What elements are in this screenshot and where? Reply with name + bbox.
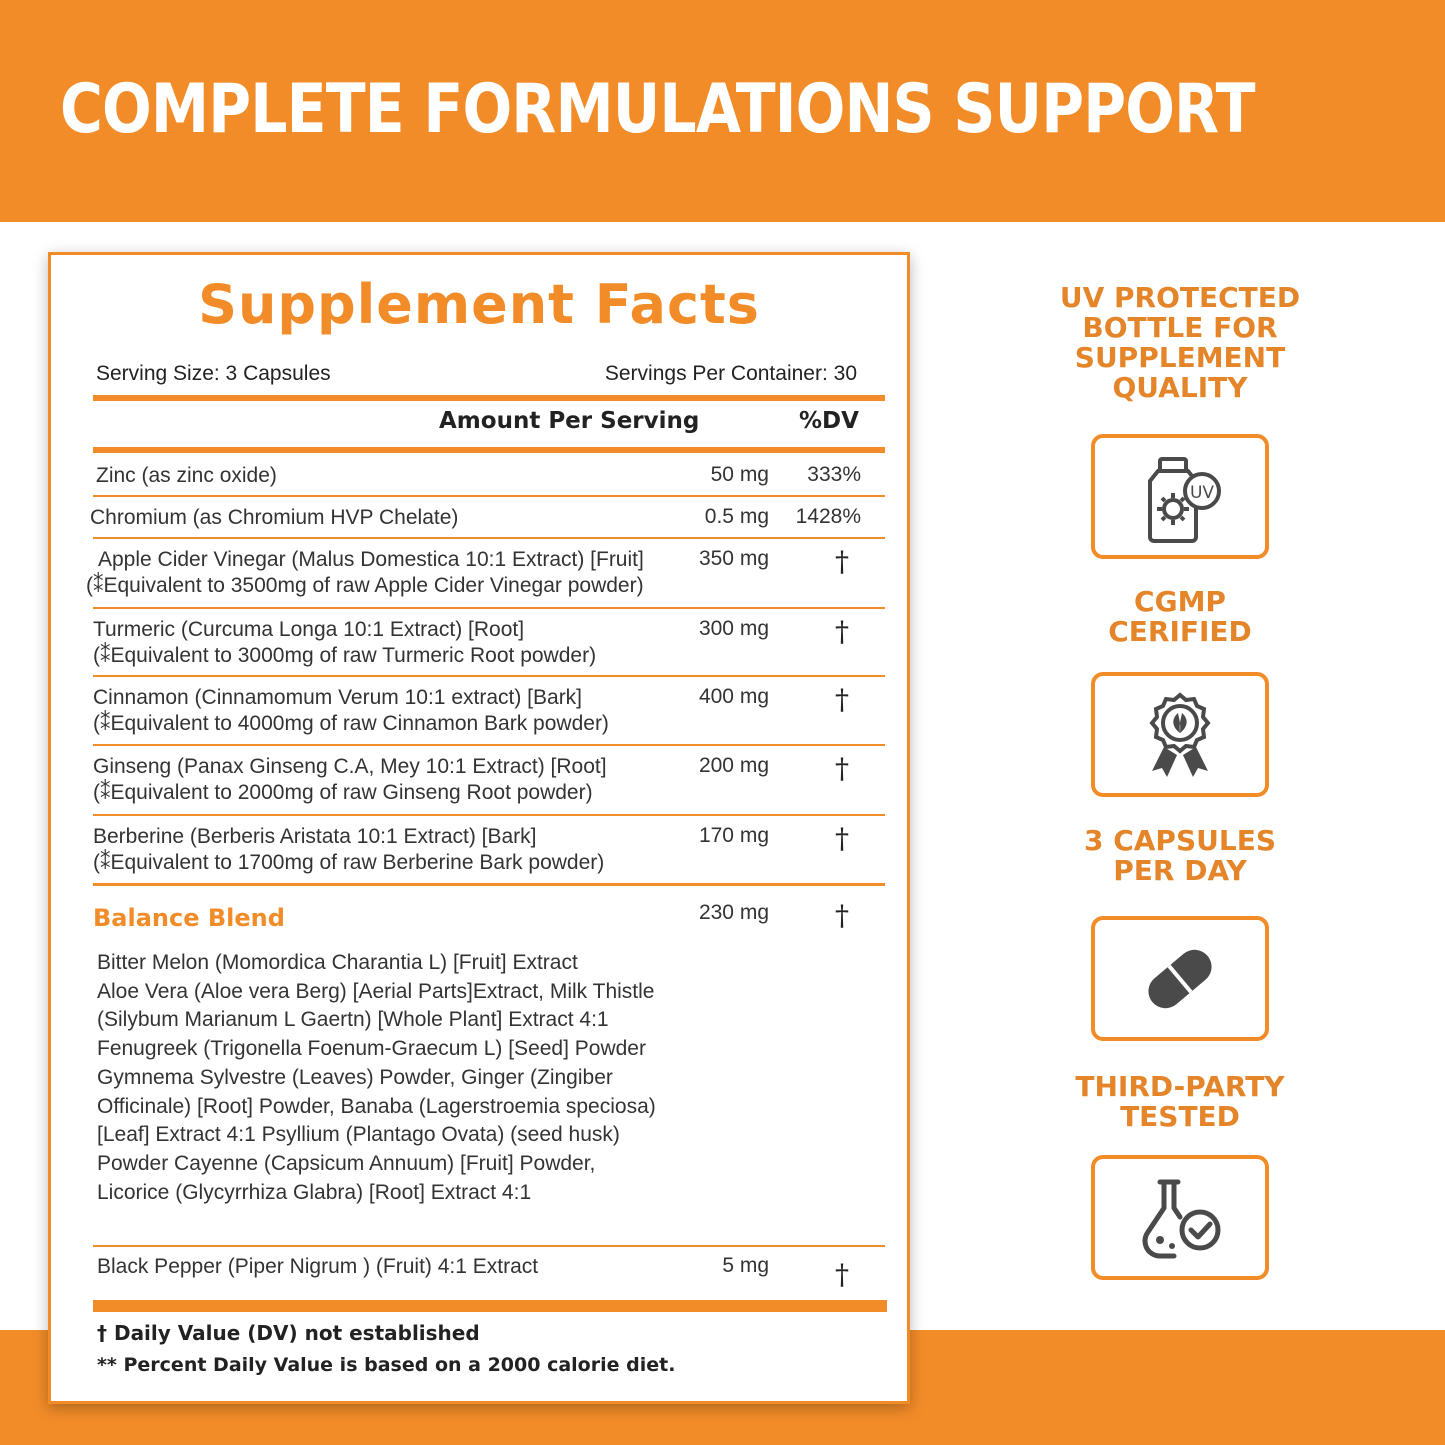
ingredient-equivalent: (⁑Equivalent to 3500mg of raw Apple Cider Vinegar powder) (86, 574, 644, 597)
ingredient-name: Berberine (Berberis Aristata 10:1 Extract) [Bark] (93, 825, 537, 848)
feature-label-line: THIRD-PARTY (1075, 1070, 1285, 1103)
footnote-percent: ** Percent Daily Value is based on a 2000 calorie diet. (97, 1354, 676, 1376)
capsule-icon (1130, 929, 1230, 1029)
ingredient-dv: 1428% (795, 505, 861, 528)
blend-line: Bitter Melon (Momordica Charantia L) [Fruit] Extract (97, 951, 578, 974)
certified-badge-icon (1130, 685, 1230, 785)
blend-line: Gymnema Sylvestre (Leaves) Powder, Ginger (Zingiber (97, 1065, 613, 1089)
blend-line: Officinale) [Root] Powder, Banaba (Lagerstroemia speciosa) (97, 1094, 656, 1118)
blend-line: Licorice (Glycyrrhiza Glabra) [Root] Extract 4:1 (97, 1180, 532, 1204)
blend-line: Fenugreek (Trigonella Foenum-Graecum L) [Seed] Powder (97, 1037, 646, 1061)
blend-ingredients (97, 949, 697, 1207)
blend-line: (Silybum Marianum L Gaertn) [Whole Plant] Extract 4:1 (97, 1008, 609, 1032)
feature-label-line: BOTTLE FOR (1082, 311, 1278, 344)
feature-label-uv (1040, 283, 1320, 403)
amount-per-serving-header: Amount Per Serving (439, 408, 700, 434)
ingredient-amount: 0.5 mg (704, 505, 769, 528)
serving-size: Serving Size: 3 Capsules (96, 362, 331, 385)
ingredient-equivalent: (⁑Equivalent to 1700mg of raw Berberine Bark powder) (93, 851, 605, 874)
ingredient-amount: 170 mg (698, 824, 769, 847)
feature-label-capsules (1040, 826, 1320, 886)
feature-label-tested (1040, 1072, 1320, 1132)
ingredient-amount: 200 mg (698, 754, 769, 777)
ingredient-amount: 300 mg (698, 617, 769, 640)
feature-icon-box-cgmp (1091, 672, 1269, 797)
feature-label-line: 3 CAPSULES (1083, 824, 1276, 857)
feature-label-line: SUPPLEMENT (1074, 341, 1286, 374)
divider (93, 814, 885, 816)
feature-icon-box-tested (1091, 1155, 1269, 1280)
svg-text:UV: UV (1189, 482, 1215, 503)
blend-line: Aloe Vera (Aloe vera Berg) [Aerial Parts]Extract, Milk Thistle (97, 979, 655, 1003)
divider (93, 1300, 887, 1312)
dagger-mark: † (835, 822, 849, 855)
ingredient-equivalent: (⁑Equivalent to 4000mg of raw Cinnamon Bark powder) (93, 712, 609, 735)
dagger-mark: † (835, 683, 849, 716)
servings-per-container: Servings Per Container: 30 (604, 362, 857, 385)
ingredient-name: Turmeric (Curcuma Longa 10:1 Extract) [Root] (93, 618, 525, 641)
dagger-mark: † (835, 752, 849, 785)
ingredient-equivalent: (⁑Equivalent to 2000mg of raw Ginseng Root powder) (93, 781, 593, 804)
divider (93, 607, 885, 609)
ingredient-name: Zinc (as zinc oxide) (96, 464, 277, 487)
dagger-mark: † (835, 899, 849, 932)
blend-line: [Leaf] Extract 4:1 Psyllium (Plantago Ovata) (seed husk) (97, 1123, 620, 1147)
ingredient-amount: 50 mg (710, 463, 769, 486)
feature-label-cgmp (1040, 587, 1320, 647)
dagger-mark: † (835, 615, 849, 648)
supplement-facts-panel (48, 252, 910, 1404)
ingredient-name: Apple Cider Vinegar (Malus Domestica 10:1 Extract) [Fruit] (98, 548, 644, 571)
ingredient-name: Ginseng (Panax Ginseng C.A, Mey 10:1 Extract) [Root] (93, 755, 607, 778)
divider (93, 1245, 885, 1247)
blend-title: Balance Blend (93, 904, 285, 932)
feature-label-line: PER DAY (1113, 854, 1247, 887)
feature-label-line: QUALITY (1112, 371, 1248, 404)
feature-label-line: UV PROTECTED (1059, 281, 1301, 314)
divider (93, 537, 885, 539)
divider (93, 883, 885, 886)
dagger-mark: † (835, 545, 849, 578)
ingredient-name: Chromium (as Chromium HVP Chelate) (90, 506, 459, 529)
divider (93, 495, 885, 497)
ingredient-amount: 5 mg (722, 1254, 769, 1277)
divider (93, 447, 885, 453)
ingredient-amount: 350 mg (698, 547, 769, 570)
feature-icon-box-uv (1091, 434, 1269, 559)
divider (93, 744, 885, 746)
ingredient-name: Black Pepper (Piper Nigrum ) (Fruit) 4:1 Extract (97, 1255, 539, 1278)
divider (93, 675, 885, 677)
ingredient-equivalent: (⁑Equivalent to 3000mg of raw Turmeric Root powder) (93, 644, 597, 667)
ingredient-dv: 333% (807, 463, 861, 486)
feature-label-line: CGMP (1134, 585, 1226, 618)
dv-header: %DV (799, 408, 859, 434)
facts-title: Supplement Facts (198, 273, 760, 336)
ingredient-name: Cinnamon (Cinnamomum Verum 10:1 extract) [Bark] (93, 686, 583, 709)
ingredient-amount: 400 mg (698, 685, 769, 708)
feature-label-line: CERIFIED (1108, 615, 1252, 648)
blend-amount: 230 mg (698, 901, 769, 924)
page-headline: COMPLETE FORMULATIONS SUPPORT (60, 70, 1255, 149)
divider (93, 395, 885, 401)
feature-label-line: TESTED (1120, 1100, 1240, 1133)
feature-icon-box-capsules (1091, 916, 1269, 1041)
dagger-mark: † (835, 1258, 849, 1291)
lab-flask-check-icon (1130, 1168, 1230, 1268)
footnote-dagger: † Daily Value (DV) not established (97, 1321, 480, 1345)
blend-line: Powder Cayenne (Capsicum Annuum) [Fruit] Powder, (97, 1151, 596, 1175)
uv-bottle-icon (1130, 447, 1230, 547)
